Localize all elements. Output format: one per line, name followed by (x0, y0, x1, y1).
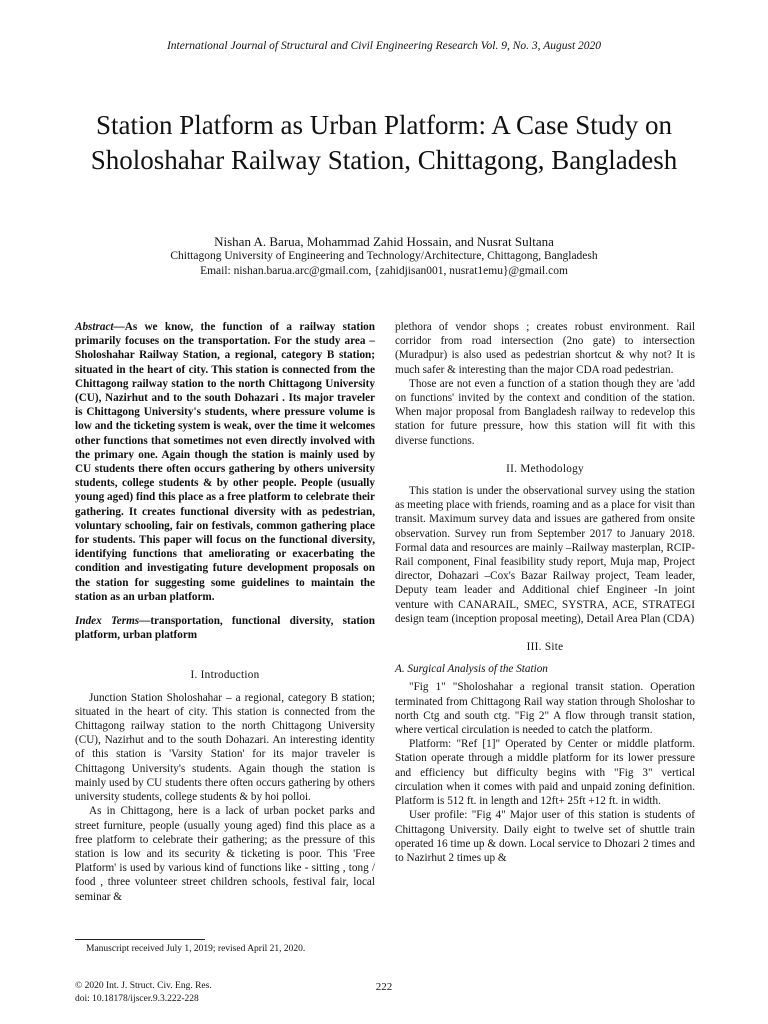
doi-text: doi: 10.18178/ijscer.9.3.222-228 (75, 993, 199, 1004)
index-terms-lead: Index Terms (75, 615, 140, 628)
intro-paragraph-continued: plethora of vendor shops ; creates robust environment. Rail corridor from road intersection (2no gate) to intersection (Muradpur) is also used as pedestrian shortcut & why not? It is much safer & interesting than the major CDA road pedestrian. (395, 321, 695, 376)
site-paragraph-1: "Fig 1" "Sholoshahar a regional transit station. Operation terminated from Chittagong Rail way station through Sholoshar to north Ctg and south ctg. "Fig 2" A flow through transit station, where vertical circulation is needed to catch the platform. (395, 681, 695, 737)
site-paragraph-3: User profile: "Fig 4" Major user of this station is students of Chittagong University. Daily eight to twelve set of shuttle train operated 16 time up & down. Local service to Dhozari 2 times and to Nazirhut 2 times up & (395, 809, 695, 864)
section-methodology-heading: II. Methodology (506, 462, 584, 475)
left-column (75, 320, 375, 904)
index-terms (75, 614, 375, 642)
abstract-text: —As we know, the function of a railway station primarily focuses on the transportation. For the study area – Sholoshahar Railway Station, a regional, category B station; situated in the heart of city. This station is connected from the Chittagong railway station to the north Chittagong University (CU), Nazirhut and to the south Dohazari . Its major traveler is Chittagong University's students, where pressure volume is low and the ticketing system is weak, over the time it welcomes other functions that sometimes not even directly involved with the primary one. Again though the station is mainly used by CU students there often occurs gathering by others university students, college students & by other people. People (usually young aged) find this place as a free platform to celebrate their gathering. It creates functional diversity with as pedestrian, voluntary schooling, fair on festivals, common gathering place for students. This paper will focus on the functional diversity, identifying functions that ameliorating or exacerbating the condition and investigating future development proposals on the station for suggesting some guidelines to maintain the station as an urban platform. (75, 321, 375, 603)
subsection-a-heading: A. Surgical Analysis of the Station (395, 663, 548, 676)
methodology-paragraph: This station is under the observational survey using the station as meeting place with friends, roaming and as a place for visit than transit. Maximum survey data and issues are gathered from onsite observation. Survey run from September 2017 to January 2018. Formal data and resources are mainly –Railway masterplan, RCIP- Rail component, Final feasibility study report, Muja map, Project director, Dohazari –Cox's Bazar Railway project, Team leader, Deputy team leader and Additional chief Engineer -In joint venture with CANARAIL, SMEC, SYSTRA, ACE, STRATEGI design team (inception proposal meeting), Detail Area Plan (CDA) (395, 485, 695, 625)
page-number: 222 (375, 981, 393, 993)
copyright-text: © 2020 Int. J. Struct. Civ. Eng. Res. (75, 981, 212, 991)
footnote-divider (75, 939, 205, 940)
index-terms-text: —transportation, functional diversity, station platform, urban platform (75, 615, 375, 642)
intro-paragraph-3: Those are not even a function of a station though they are 'add on functions' invited by the context and condition of the station. When major proposal from Bangladesh railway to redevelop this station for future pressure, how this station will fit with this diverse functions. (395, 377, 695, 447)
intro-paragraph-1: Junction Station Sholoshahar – a regional, category B station; situated in the heart of city. This station is connected from the Chittagong railway station to the north Chittagong University (CU), Nazirhut and to the south Dohazari. An interesting identity of this station is 'Varsity Station' for its major traveler is Chittagong University's students. Again though the station is mainly used by CU students there often occurs gathering by others university students, college students & by hoi polloi. (75, 691, 375, 804)
paper-title: Station Platform as Urban Platform: A Case Study on Sholoshahar Railway Station, Chittagong, Bangladesh (90, 110, 678, 175)
site-paragraph-2: Platform: "Ref [1]" Operated by Center or middle platform. Station operate through a middle platform for its lower pressure and efficiency but difficulty begins with "Fig 3" vertical circulation when it comes with paid and unpaid zoning definition. Platform is 512 ft. in length and 12ft+ 25ft +12 ft. in width. (395, 738, 695, 808)
manuscript-footnote: Manuscript received July 1, 2019; revised April 21, 2020. (86, 944, 306, 954)
paper-authors: Nishan A. Barua, Mohammad Zahid Hossain, and Nusrat Sultana (214, 234, 554, 249)
intro-paragraph-2: As in Chittagong, here is a lack of urban pocket parks and street furniture, people (usually young aged) find this place as a free platform to celebrate their gathering; as the pressure of this station is low and its security & ticketing is poor. This 'Free Platform' is used by various kind of functions like - sitting , tong / food , three volunteer street children schools, festival fair, local seminar & (75, 805, 375, 903)
paper-affiliation: Chittagong University of Engineering and Technology/Architecture, Chittagong, Bangladesh (170, 250, 598, 262)
abstract-lead: Abstract (75, 321, 114, 333)
section-introduction-heading: I. Introduction (190, 669, 260, 682)
right-column (395, 320, 695, 865)
paper-email: Email: nishan.barua.arc@gmail.com, {zahidjisan001, nusrat1emu}@gmail.com (200, 265, 568, 277)
journal-header: International Journal of Structural and Civil Engineering Research Vol. 9, No. 3, August 2020 (166, 40, 602, 52)
section-site-heading: III. Site (526, 641, 564, 654)
abstract (75, 320, 375, 604)
